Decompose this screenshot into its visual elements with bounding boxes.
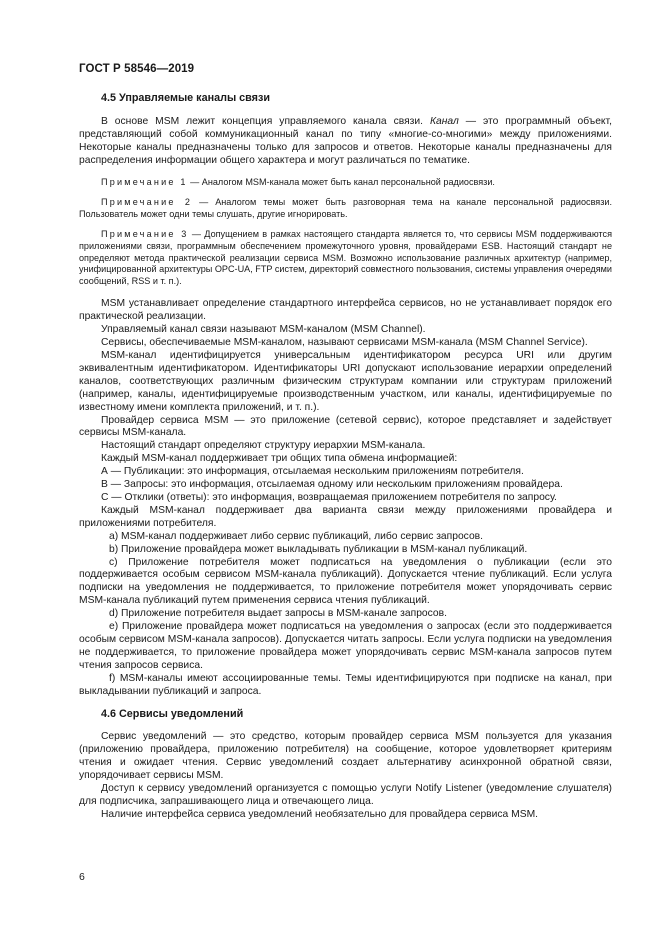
section-heading-4-6: 4.6 Сервисы уведомлений (101, 708, 244, 721)
section-heading-4-5: 4.5 Управляемые каналы связи (101, 92, 270, 104)
body-paragraph: MSM устанавливает определение стандартного интерфейса сервисов, но не устанавливает порядок его практической реализации. (79, 298, 612, 323)
body-paragraph: MSM-канал идентифицируется универсальным идентификатором ресурса URI или другим эквивалентным идентификатором. Идентификаторы URI допускают использование иерархии определений каналов, соответствующих различным физическим структурам компании или структурам приложений (например, каналы, идентифицируемые производственным участком, или каналы, идентифицируемые по известному имени комплекта приложений, и т. п.). (79, 350, 612, 413)
body-paragraph: Наличие интерфейса сервиса уведомлений необязательно для провайдера сервиса MSM. (101, 808, 539, 820)
exchange-type-a: А — Публикации: это информация, отсылаемая нескольким приложениям потребителя. (101, 466, 524, 478)
note-2 (79, 197, 612, 220)
note-3 (79, 229, 612, 287)
note-1 (79, 177, 612, 189)
body-paragraph: Настоящий стандарт определяют структуру иерархии MSM-канала. (101, 440, 426, 452)
body-paragraph: Каждый MSM-канал поддерживает два варианта связи между приложениями провайдера и приложениями потребителя. (79, 504, 612, 529)
page-content (79, 92, 612, 822)
exchange-type-b: В — Запросы: это информация, отсылаемая одному или нескольким приложениям провайдера. (101, 479, 563, 491)
standard-designation: ГОСТ Р 58546—2019 (79, 63, 195, 75)
list-item-a: а) MSM-канал поддерживает либо сервис публикаций, либо сервис запросов. (109, 530, 484, 542)
intro-paragraph (79, 116, 612, 168)
body-paragraph: Провайдер сервиса MSM — это приложение (сетевой сервис), которое представляет и задействует сервисы MSM-канала. (79, 414, 612, 439)
page-number: 6 (79, 871, 85, 883)
intro-text-start: В основе MSM лежит концепция управляемого канала связи. (101, 116, 430, 127)
note-label: Примечание 2 (101, 197, 193, 208)
list-item-c: с) Приложение потребителя может подписаться на уведомления о публикации (если это поддерживается особым сервисом MSM-канала публикаций). Допускается чтение публикаций. Если услуга подписки на уведомления не поддерживается, то приложение потребителя может упорядочивать сервис MSM-канала публикаций путем применения сервиса чтения публикаций. (79, 556, 612, 607)
body-paragraph: Сервисы, обеспечиваемые MSM-каналом, называют сервисами MSM-канала (MSM Channel Service). (101, 337, 588, 349)
note-text: — Аналогом темы может быть разговорная тема на канале персональной радиосвязи. Пользователь может одни темы слушать, другие игнорировать. (79, 197, 612, 219)
body-paragraph: Доступ к сервису уведомлений организуется с помощью услуги Notify Listener (уведомление слушателя) для подписчика, запрашивающего лица и отвечающего лица. (79, 783, 612, 807)
body-paragraph: Сервис уведомлений — это средство, которым провайдер сервиса MSM пользуется для указания (приложению провайдера, приложению потребителя) на сообщение, которое удовлетворяет критериям чтения и ожидает чтения. Сервис уведомлений создает альтернативу асинхронной обратной связи, упорядочивает сервисы MSM. (79, 731, 612, 782)
list-item-f: f) MSM-каналы имеют ассоциированные темы. Темы идентифицируются при подписке на канал, при выкладывании публикаций и запроса. (79, 672, 612, 697)
note-text: — Допущением в рамках настоящего стандарта является то, что сервисы MSM поддерживаются приложениями связи, программным обеспечением промежуточного уровня, провайдерами ESB. Настоящий стандарт не определяют метода практической реализации сервиса MSM. Возможно использование различных архитектур (например, унифицированной архитектуры OPC-UA, FTP систем, директорий совместного пользования, системы управления очередями сообщений, RSS и т. п.). (79, 229, 612, 286)
note-label: Примечание 3 (101, 229, 189, 240)
term-channel: Канал (429, 116, 459, 127)
body-paragraph: Каждый MSM-канал поддерживает три общих типа обмена информацией: (101, 453, 458, 465)
note-text: — Аналогом MSM-канала может быть канал персональной радиосвязи. (187, 176, 495, 187)
list-item-d: d) Приложение потребителя выдает запросы в MSM-канале запросов. (109, 608, 447, 620)
list-item-e: е) Приложение провайдера может подписаться на уведомления о запросах (если это поддерживается особым сервисом MSM-канала запросов). Допускается читать запросы. Если услуга подписки на уведомления не поддерживается, то приложение провайдера может упорядочивать сервис MSM-канала запросов путем чтения запросов сервиса. (79, 621, 612, 671)
exchange-type-c: С — Отклики (ответы): это информация, возвращаемая приложением потребителя по запросу. (101, 491, 557, 503)
intro-text-end: — это программный объект, представляющий собой коммуникационный канал по типу «многие-со-многими» между приложениями. Некоторые каналы предназначены только для запросов и ответов. Некоторые каналы предназначены для распределения информации общего характера и могут различаться по тематике. (79, 116, 612, 166)
list-item-b: b) Приложение провайдера может выкладывать публикации в MSM-канал публикаций. (109, 543, 528, 555)
note-label: Примечание 1 (101, 176, 188, 187)
body-paragraph: Управляемый канал связи называют MSM-каналом (MSM Channel). (101, 324, 426, 336)
